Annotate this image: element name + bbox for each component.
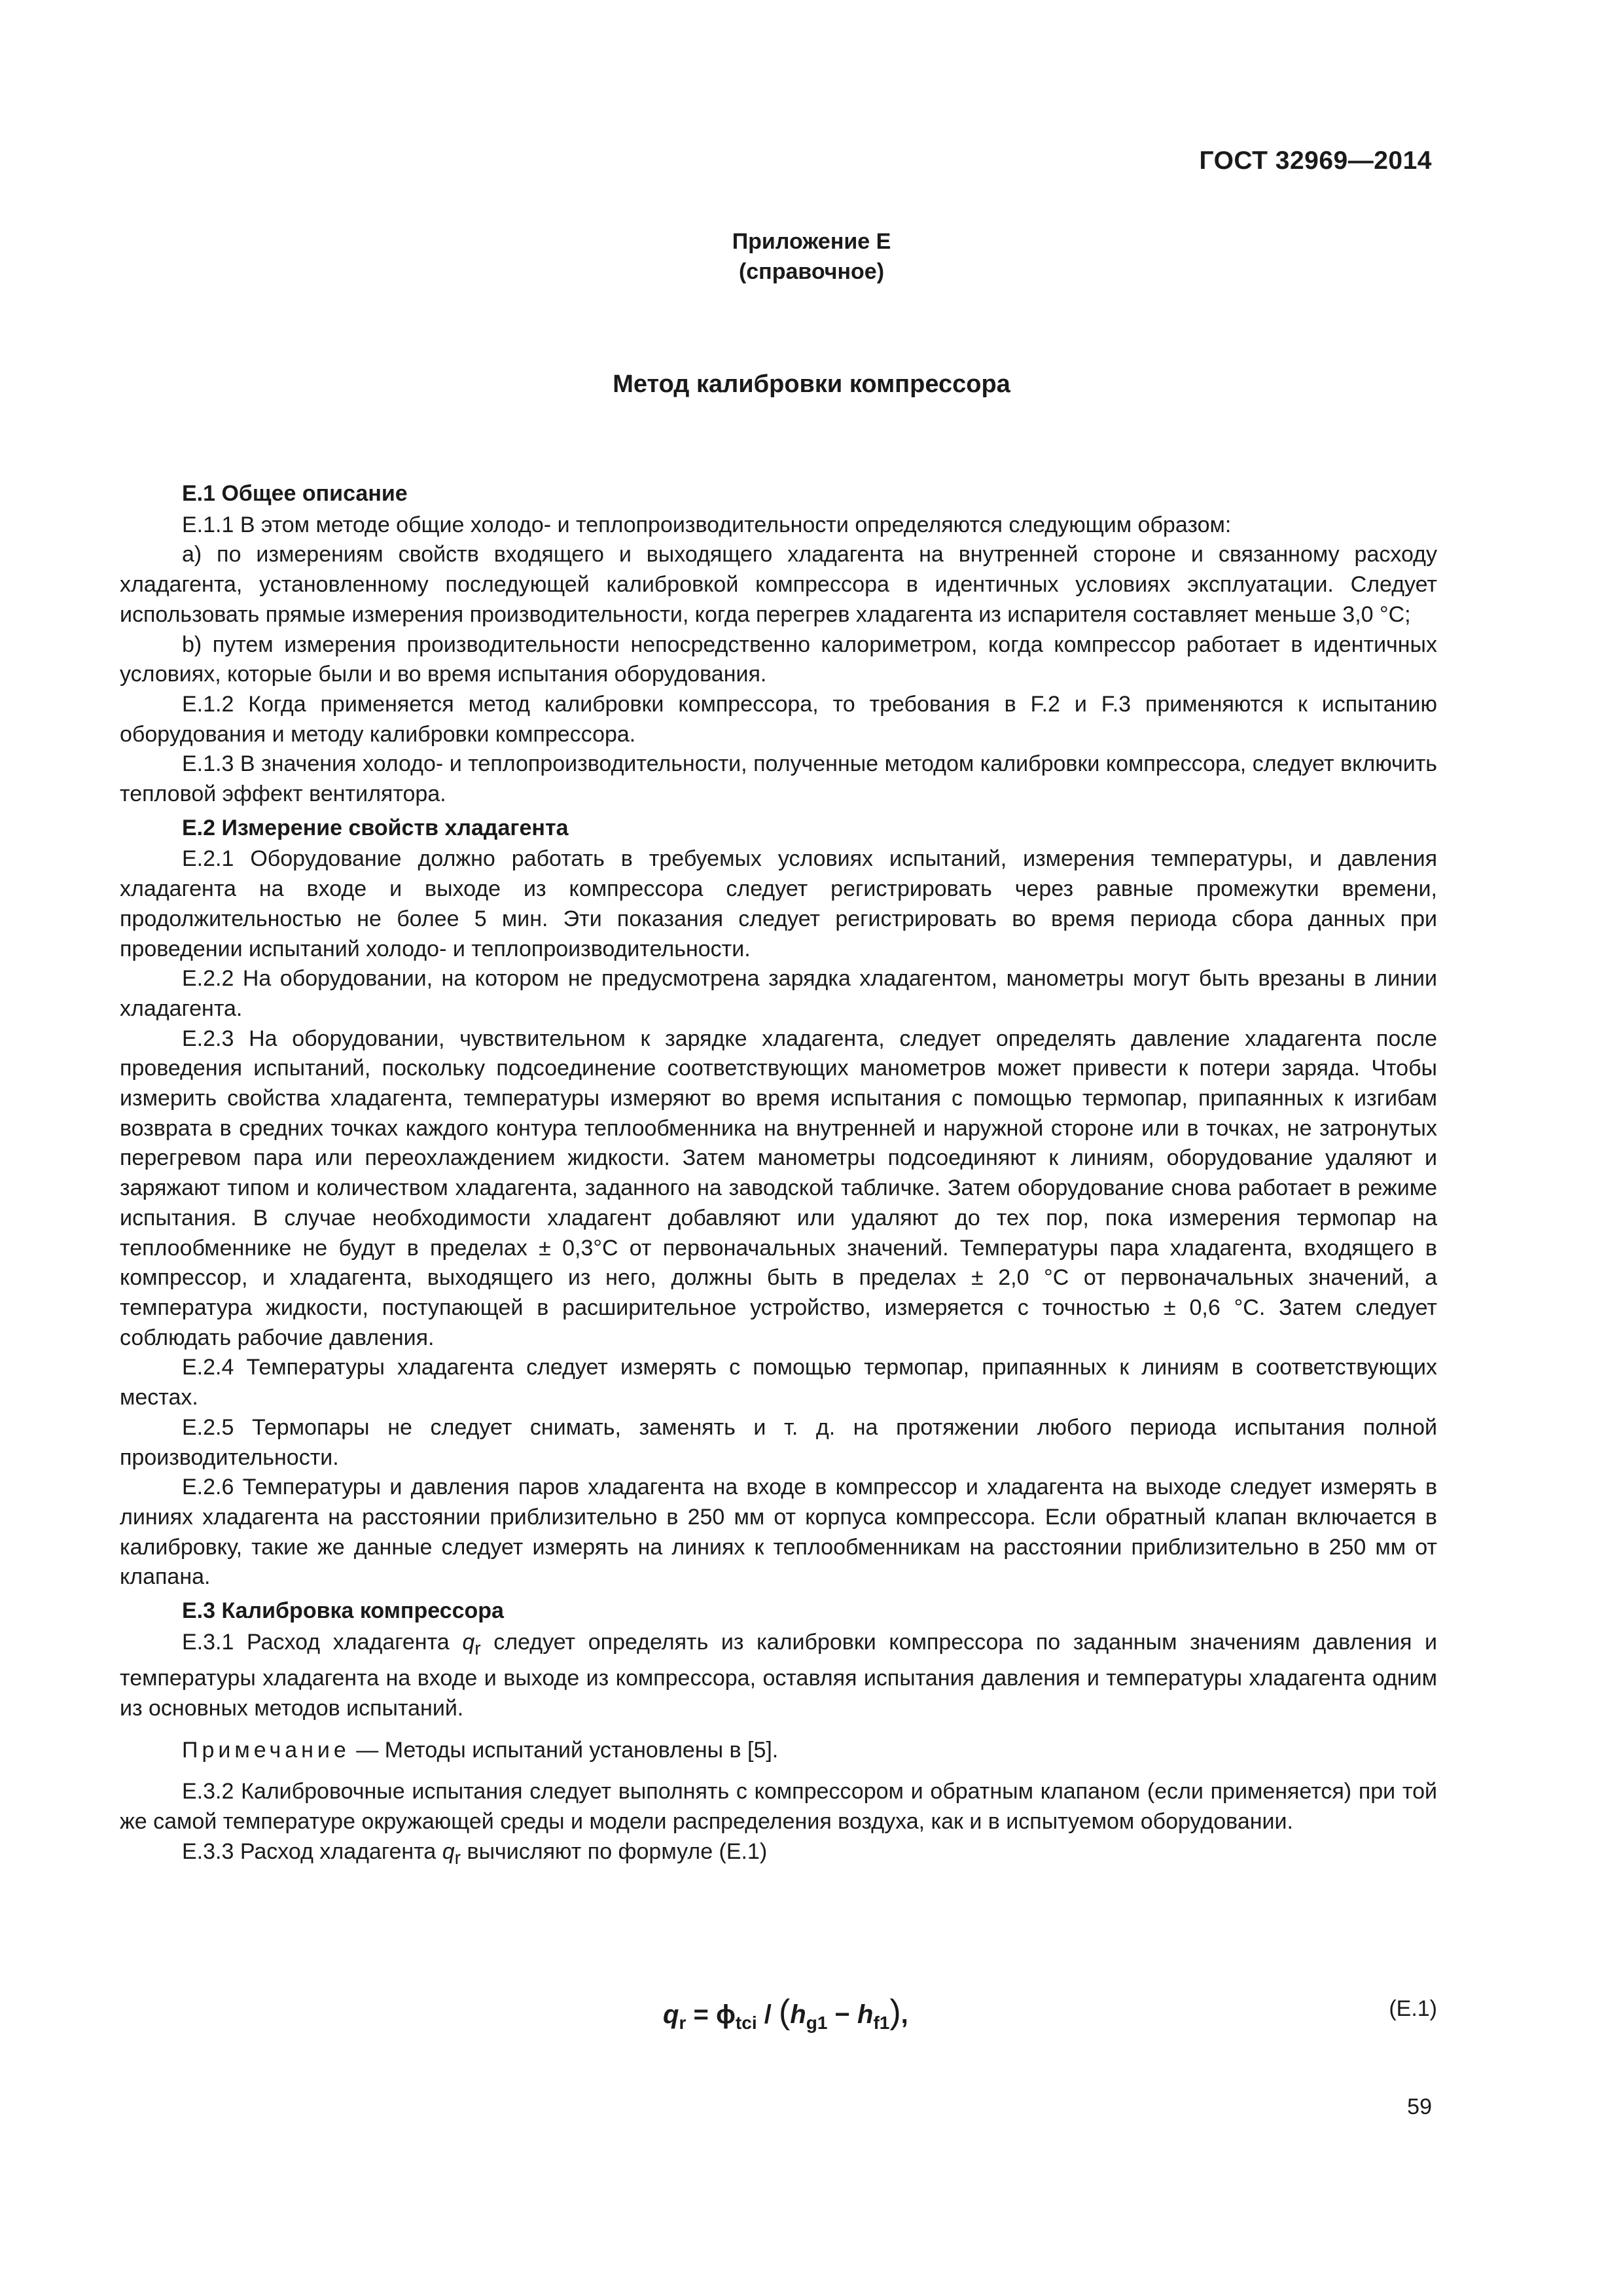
text-fragment: следует определять из калибровки компрессора по заданным значениям давления и температуры хладагента на входе и выходе из компрессора, оставляя испытания давления и температуры хладагента одним из основных методов испытаний. bbox=[120, 1629, 1437, 1721]
formula-minus: − bbox=[827, 2000, 857, 2029]
formula-equals: = bbox=[686, 2000, 716, 2029]
body-text bbox=[120, 475, 1437, 1873]
subscript-r: r bbox=[474, 1638, 481, 1659]
heading-e1: Е.1 Общее описание bbox=[182, 481, 408, 506]
paragraph-e2-6: Е.2.6 Температуры и давления паров хладагента на входе в компрессор и хладагента на выходе следует измерять в линиях хладагента на расстоянии приблизительно в 250 мм от корпуса компрессора. Если обратный клапан включается в калибровку, такие же данные следует измерять на линиях к теплообменникам на расстоянии приблизительно в 250 мм от клапана. bbox=[120, 1475, 1437, 1590]
text-fragment: вычисляют по формуле (Е.1) bbox=[461, 1839, 768, 1864]
formula-h2: h bbox=[857, 2000, 874, 2029]
page-number: 59 bbox=[1407, 2094, 1432, 2119]
note-text: — Методы испытаний установлены в [5]. bbox=[349, 1737, 779, 1763]
formula-h1: h bbox=[790, 2000, 806, 2029]
note bbox=[120, 1736, 1437, 1766]
appendix-title: Приложение Е bbox=[732, 229, 891, 254]
paragraph-e1-1: Е.1.1 В этом методе общие холодо- и теплопроизводительности определяются следующим образом: bbox=[182, 512, 1232, 537]
paragraph-e3-2: Е.3.2 Калибровочные испытания следует выполнять с компрессором и обратным клапаном (если применяется) при той же самой температуре окружающей среды и модели распределения воздуха, как и в испытуемом оборудовании. bbox=[120, 1779, 1437, 1835]
paragraph-e1-1b: b) путем измерения производительности непосредственно калориметром, когда компрессор работает в идентичных условиях, которые были и во время испытания оборудования. bbox=[120, 632, 1437, 687]
paragraph-e1-1a: а) по измерениям свойств входящего и выходящего хладагента на внутренней стороне и связанному расходу хладагента, установленному последующей калибровкой компрессора в идентичных условиях эксплуатации. Следует использовать прямые измерения производительности, когда перегрев хладагента из испарителя составляет меньше 3,0 °С; bbox=[120, 542, 1437, 627]
appendix-type: (справочное) bbox=[738, 259, 885, 284]
text-fragment: Е.3.1 Расход хладагента bbox=[182, 1629, 463, 1655]
formula-h2-sub: f1 bbox=[873, 2013, 890, 2033]
formula-phi-sub: tci bbox=[735, 2013, 757, 2033]
paragraph-e2-3: Е.2.3 На оборудовании, чувствительном к зарядке хладагента, следует определять давление хладагента после проведения испытаний, поскольку подсоединение соответствующих манометров может привести к потери заряда. Чтобы измерить свойства хладагента, температуры измеряют во время испытания с помощью термопар, припаянных к изгибам возврата в средних точках каждого контура теплообменника на внутренней и наружной стороне или в точках, не затронутых перегревом пара или переохлаждением жидкости. Затем манометры подсоединяют к линиям, оборудование удаляют и заряжают типом и количеством хладагента, заданного на заводской табличке. Затем оборудование снова работает в режиме испытания. В случае необходимости хладагент добавляют или удаляют до тех пор, пока измерения термопар на теплообменнике не будут в пределах ± 0,3°С от первоначальных значений. Температуры пара хладагента, входящего в компрессор, и хладагента, выходящего из него, должны быть в пределах ± 2,0 °С от первоначальных значений, а температура жидкости, поступающей в расширительное устройство, измеряется с точностью ± 0,6 °С. Затем следует соблюдать рабочие давления. bbox=[120, 1026, 1437, 1350]
formula-lhs-sub: r bbox=[679, 2013, 687, 2033]
formula-open-paren: ( bbox=[778, 1993, 791, 2031]
formula-row bbox=[120, 1992, 1437, 2038]
text-fragment: Е.3.3 Расход хладагента bbox=[182, 1839, 442, 1864]
formula-phi: ϕ bbox=[715, 2000, 736, 2029]
variable-q: q bbox=[442, 1839, 455, 1864]
paragraph-e1-3: Е.1.3 В значения холодо- и теплопроизводительности, полученные методом калибровки компрессора, следует включить тепловой эффект вентилятора. bbox=[120, 751, 1437, 807]
paragraph-e2-5: Е.2.5 Термопары не следует снимать, заменять и т. д. на протяжении любого периода испытания полной производительности. bbox=[120, 1414, 1437, 1470]
formula-lhs: q bbox=[663, 2000, 679, 2029]
note-label: Примечание bbox=[182, 1737, 350, 1763]
variable-q: q bbox=[462, 1629, 475, 1655]
heading-e2: Е.2 Измерение свойств хладагента bbox=[182, 815, 569, 840]
section-title: Метод калибровки компрессора bbox=[613, 370, 1010, 398]
document-code: ГОСТ 32969—2014 bbox=[1199, 147, 1432, 175]
paragraph-e1-2: Е.1.2 Когда применяется метод калибровки компрессора, то требования в F.2 и F.3 применяются к испытанию оборудования и методу калибровки компрессора. bbox=[120, 691, 1437, 747]
formula-close-paren: ) bbox=[889, 1993, 901, 2031]
paragraph-e2-4: Е.2.4 Температуры хладагента следует измерять с помощью термопар, припаянных к линиям в соответствующих местах. bbox=[120, 1355, 1437, 1410]
formula-comma: , bbox=[901, 2000, 908, 2029]
paragraph-e3-3 bbox=[120, 1837, 1437, 1874]
formula-h1-sub: g1 bbox=[806, 2013, 828, 2033]
paragraph-e3-1 bbox=[120, 1628, 1437, 1724]
formula-e1 bbox=[663, 1992, 908, 2034]
paragraph-e2-2: Е.2.2 На оборудовании, на котором не предусмотрена зарядка хладагентом, манометры могут быть врезаны в линии хладагента. bbox=[120, 966, 1437, 1021]
equation-number: (Е.1) bbox=[1389, 1996, 1437, 2021]
formula-slash: / bbox=[757, 2000, 779, 2029]
paragraph-e2-1: Е.2.1 Оборудование должно работать в требуемых условиях испытаний, измерения температуры, и давления хладагента на входе и выходе из компрессора следует регистрировать через равные промежутки времени, продолжительностью не более 5 мин. Эти показания следует регистрировать во время периода сбора данных при проведении испытаний холодо- и теплопроизводительности. bbox=[120, 846, 1437, 961]
appendix-header bbox=[0, 226, 1623, 287]
heading-e3: Е.3 Калибровка компрессора bbox=[182, 1598, 504, 1624]
subscript-r: r bbox=[454, 1847, 461, 1869]
